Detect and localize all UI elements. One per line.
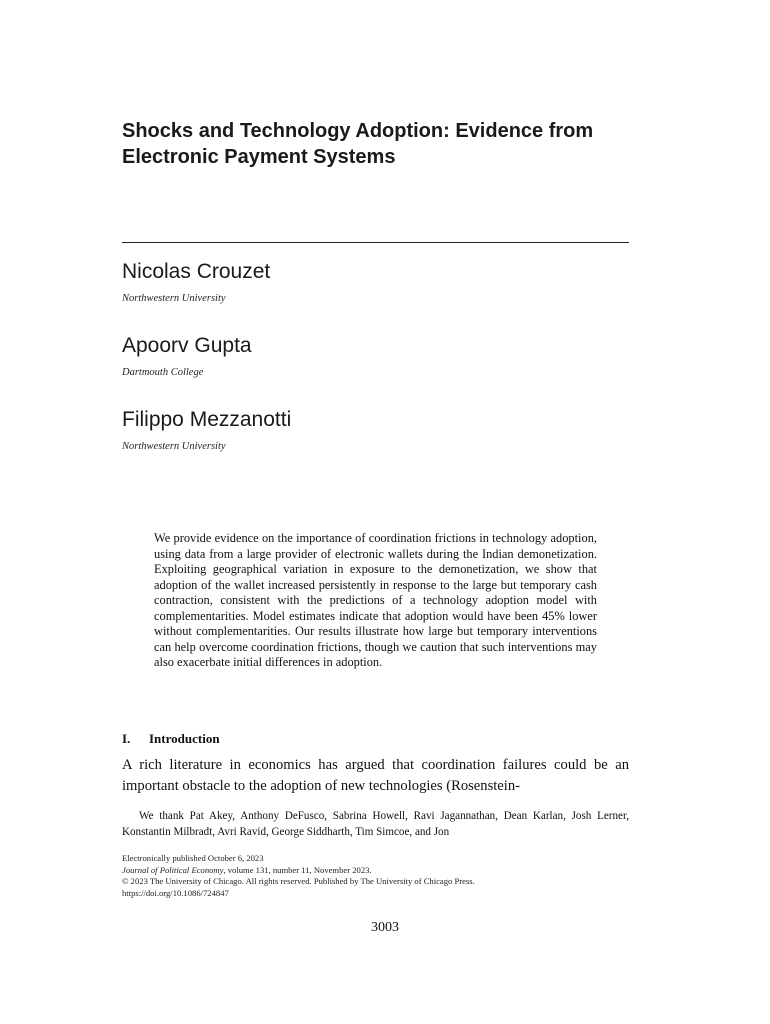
journal-line bbox=[122, 865, 629, 877]
author-name: Filippo Mezzanotti bbox=[122, 408, 292, 431]
introduction-text: A rich literature in economics has argued that coordination failures could be an important obstacle to the adoption of new technologies (Rosenstein- bbox=[122, 757, 629, 794]
author-affiliation: Dartmouth College bbox=[122, 367, 204, 378]
author-2 bbox=[122, 334, 252, 379]
section-heading bbox=[122, 731, 220, 747]
title-divider bbox=[122, 242, 629, 243]
author-3 bbox=[122, 408, 291, 453]
author-affiliation: Northwestern University bbox=[122, 441, 226, 452]
author-affiliation: Northwestern University bbox=[122, 293, 226, 304]
author-1 bbox=[122, 260, 270, 305]
author-name: Apoorv Gupta bbox=[122, 334, 252, 357]
section-number: I. bbox=[122, 731, 131, 746]
volume-info: , volume 131, number 11, November 2023. bbox=[223, 864, 372, 875]
journal-name: Journal of Political Economy bbox=[122, 864, 224, 875]
copyright-line: © 2023 The University of Chicago. All rights reserved. Published by The University of Chicago Press. bbox=[122, 876, 475, 887]
doi-link[interactable]: https://doi.org/10.1086/724847 bbox=[122, 887, 229, 898]
section-title: Introduction bbox=[149, 731, 220, 746]
paper-title: Shocks and Technology Adoption: Evidence from Electronic Payment Systems bbox=[122, 120, 594, 168]
author-name: Nicolas Crouzet bbox=[122, 260, 271, 283]
page-number: 3003 bbox=[371, 920, 399, 935]
published-date: Electronically published October 6, 2023 bbox=[122, 853, 264, 863]
publication-info bbox=[122, 853, 629, 899]
abstract: We provide evidence on the importance of coordination frictions in technology adoption, using data from a large provider of electronic wallets during the Indian demonetization. Exploiting geographical variation in exposure to the demonetization, we show that adoption of the wallet increased persistently in response to the large but temporary cash contraction, consistent with the predictions of a technology adoption model with complementarities. Model estimates indicate that adoption would have been 45% lower without complementarities. Our results illustrate how large but temporary interventions can help overcome coordination frictions, though we caution that such interventions may also exacerbate initial differences in adoption. bbox=[154, 531, 597, 669]
acknowledgement-footnote: We thank Pat Akey, Anthony DeFusco, Sabrina Howell, Ravi Jagannathan, Dean Karlan, Josh Lerner, Konstantin Milbradt, Avri Ravid, George Siddharth, Tim Simcoe, and Jon bbox=[122, 810, 629, 838]
